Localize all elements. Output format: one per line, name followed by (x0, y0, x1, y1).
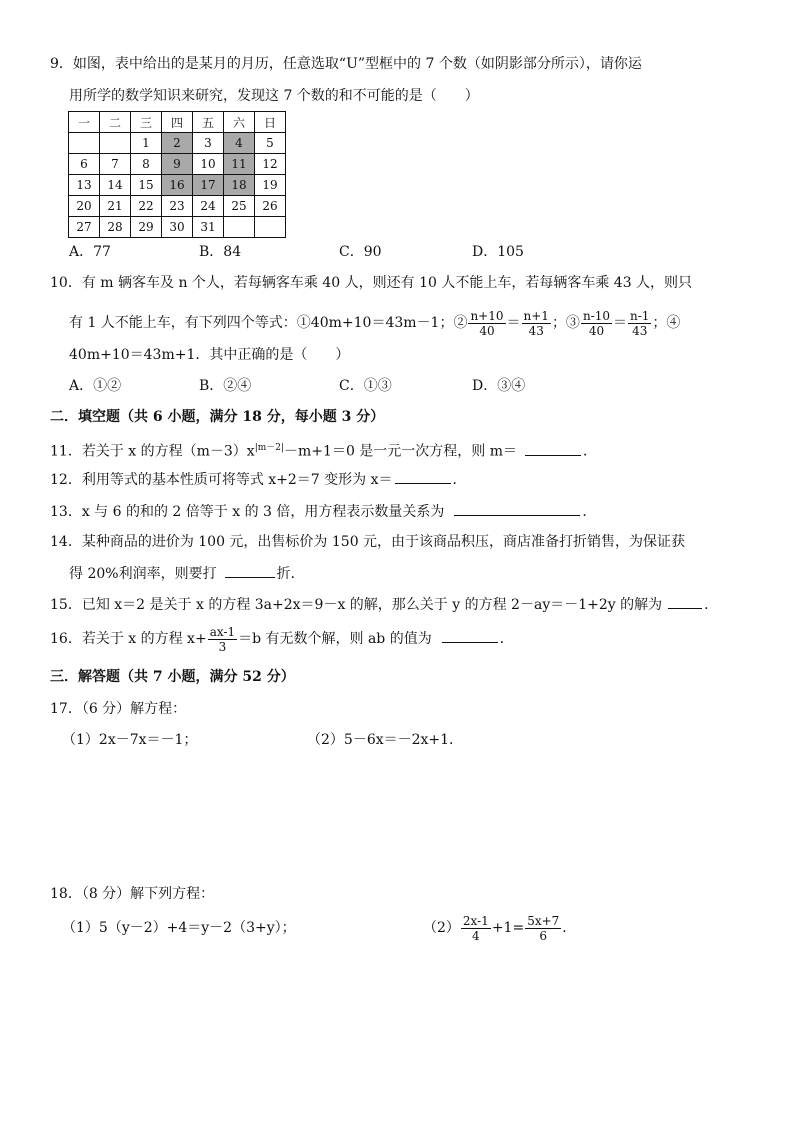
numerator: 5x+7 (527, 913, 560, 928)
q13 (50, 501, 596, 522)
calendar-cell: 1 (131, 133, 162, 154)
calendar-cell: 11 (224, 154, 255, 175)
q9-option-c: C．90 (339, 244, 382, 260)
fraction (581, 309, 612, 338)
fraction (522, 309, 551, 338)
q10-options (69, 376, 525, 396)
calendar-row (69, 175, 286, 196)
q14-text: 得 20%利润率，则要打 (69, 566, 217, 582)
numerator: ax-1 (209, 624, 236, 639)
calendar-cell (69, 133, 100, 154)
section-3-heading: 三．解答题（共 7 小题，满分 52 分） (50, 669, 295, 685)
calendar-cell: 19 (255, 175, 286, 196)
q15-text: 15．已知 x＝2 是关于 x 的方程 3a+2x＝9－x 的解，那么关于 y 的方程 2－ay＝－1+2y 的解为 (50, 597, 663, 613)
q18-title: 18．（8 分）解下列方程： (50, 886, 215, 902)
calendar-cell: 3 (193, 133, 224, 154)
equals-sign: ＝ (613, 315, 627, 331)
calendar-cell: 6 (69, 154, 100, 175)
q18-part-1: （1）5（y－2）+4＝y－2（3+y）； (62, 920, 296, 936)
calendar-cell: 25 (224, 196, 255, 217)
calendar-header: 一 (69, 112, 100, 133)
fraction (468, 309, 505, 338)
answer-blank[interactable] (454, 501, 580, 516)
q11-text: 11．若关于 x 的方程（m－3）x (50, 443, 255, 460)
q10-option-d: D．③④ (472, 378, 526, 394)
calendar-row (69, 133, 286, 154)
calendar-cell: 31 (193, 217, 224, 238)
calendar-cell (255, 217, 286, 238)
calendar-cell: 24 (193, 196, 224, 217)
calendar-cell: 13 (69, 175, 100, 196)
calendar-cell: 4 (224, 133, 255, 154)
calendar-cell: 21 (100, 196, 131, 217)
denominator: 43 (528, 323, 544, 338)
calendar-cell: 7 (100, 154, 131, 175)
answer-blank[interactable] (668, 594, 702, 609)
calendar-header: 二 (100, 112, 131, 133)
calendar-cell: 29 (131, 217, 162, 238)
calendar-cell: 12 (255, 154, 286, 175)
calendar-header: 日 (255, 112, 286, 133)
q13-text: 13．x 与 6 的和的 2 倍等于 x 的 3 倍，用方程表示数量关系为 (50, 504, 445, 520)
q12 (50, 469, 467, 490)
q13-end: ． (582, 504, 597, 520)
q10-line2 (69, 305, 680, 341)
numerator: 2x-1 (462, 913, 489, 928)
calendar-table (68, 111, 286, 238)
calendar-cell: 20 (69, 196, 100, 217)
calendar-cell: 17 (193, 175, 224, 196)
q10-line3: 40m+10＝43m+1．其中正确的是（ ） (69, 347, 350, 363)
denominator: 40 (588, 323, 605, 338)
q18-part-2 (423, 910, 576, 946)
q16-end: ． (499, 631, 514, 647)
q17-part-2: （2）5－6x＝－2x+1． (307, 732, 464, 748)
denominator: 3 (218, 639, 227, 654)
fraction (461, 914, 491, 943)
q9-line1: 9．如图，表中给出的是某月的月历，任意选取“U”型框中的 7 个数（如阴影部分所示），请你运 (50, 56, 642, 72)
calendar-header: 五 (193, 112, 224, 133)
calendar-cell: 18 (224, 175, 255, 196)
calendar-cell: 15 (131, 175, 162, 196)
numerator: n-1 (630, 308, 650, 323)
answer-blank[interactable] (395, 469, 451, 484)
calendar-cell: 30 (162, 217, 193, 238)
calendar-cell: 10 (193, 154, 224, 175)
calendar-cell: 8 (131, 154, 162, 175)
calendar-header: 四 (162, 112, 193, 133)
calendar-row (69, 154, 286, 175)
q15 (50, 594, 718, 615)
q18-end: ． (562, 920, 577, 936)
numerator: n-10 (582, 308, 610, 323)
q10-line2-text: 有 1 人不能上车，有下列四个等式：①40m+10＝43m－1；② (69, 315, 468, 331)
calendar-cell (100, 133, 131, 154)
calendar-row (69, 217, 286, 238)
answer-blank[interactable] (525, 441, 581, 456)
calendar-cell: 16 (162, 175, 193, 196)
section-2-heading: 二．填空题（共 6 小题，满分 18 分，每小题 3 分） (50, 409, 385, 425)
calendar-header: 三 (131, 112, 162, 133)
q18-operator: +1= (491, 920, 525, 936)
calendar-cell: 22 (131, 196, 162, 217)
equals-sign: ＝ (506, 315, 521, 331)
q11 (50, 438, 597, 462)
denominator: 43 (632, 323, 648, 338)
q9-option-d: D．105 (472, 244, 524, 260)
calendar-cell: 27 (69, 217, 100, 238)
q10-option-c: C．①③ (339, 378, 392, 394)
calendar-cell (224, 217, 255, 238)
q9-line2: 用所学的数学知识来研究，发现这 7 个数的和不可能的是（ ） (69, 88, 479, 104)
q14-end: 折． (276, 566, 305, 582)
q10-option-a: A．①② (69, 378, 122, 394)
q14-line2 (69, 563, 305, 584)
q16-text-post: ＝b 有无数个解，则 ab 的值为 (238, 631, 432, 647)
separator: ；③ (551, 315, 580, 331)
calendar-cell: 2 (162, 133, 193, 154)
fraction (208, 625, 237, 654)
q16 (50, 621, 514, 657)
q18-part-2-label: （2） (423, 920, 460, 936)
calendar-header-row (69, 112, 286, 133)
numerator: n+10 (470, 308, 504, 323)
q11-end: ． (583, 443, 598, 460)
calendar-header: 六 (224, 112, 255, 133)
calendar-cell: 26 (255, 196, 286, 217)
q17-part-1: （1）2x－7x＝－1； (62, 732, 198, 748)
q14-line1: 14．某种商品的进价为 100 元，出售标价为 150 元，由于该商品积压，商店准备打折销售，为保证获 (50, 534, 686, 550)
calendar-cell: 14 (100, 175, 131, 196)
q9-option-a: A．77 (69, 244, 111, 260)
q9-options (69, 242, 524, 262)
calendar-cell: 5 (255, 133, 286, 154)
q11-text-post: －m+1＝0 是一元一次方程，则 m＝ (284, 443, 518, 460)
calendar-cell: 28 (100, 217, 131, 238)
q10-line1: 10．有 m 辆客车及 n 个人，若每辆客车乘 40 人，则还有 10 人不能上车，若每辆客车乘 43 人，则只 (50, 275, 693, 291)
denominator: 6 (539, 928, 548, 943)
numerator: n+1 (523, 308, 549, 323)
answer-blank[interactable] (442, 628, 498, 643)
calendar-cell: 23 (162, 196, 193, 217)
calendar-cell: 9 (162, 154, 193, 175)
q15-end: ． (704, 597, 719, 613)
q12-end: ． (452, 472, 467, 488)
q12-text: 12．利用等式的基本性质可将等式 x+2＝7 变形为 x＝ (50, 472, 393, 488)
answer-blank[interactable] (225, 563, 275, 578)
q17-title: 17．（6 分）解方程： (50, 701, 187, 717)
q9-option-b: B．84 (199, 244, 242, 260)
q16-text: 16．若关于 x 的方程 x+ (50, 631, 207, 647)
q10-option-b: B．②④ (199, 378, 252, 394)
separator: ；④ (652, 315, 681, 331)
denominator: 40 (479, 323, 495, 338)
fraction (525, 914, 561, 943)
q11-exponent: |m－2| (254, 443, 285, 453)
calendar-row (69, 196, 286, 217)
denominator: 4 (472, 928, 480, 943)
fraction (628, 309, 651, 338)
